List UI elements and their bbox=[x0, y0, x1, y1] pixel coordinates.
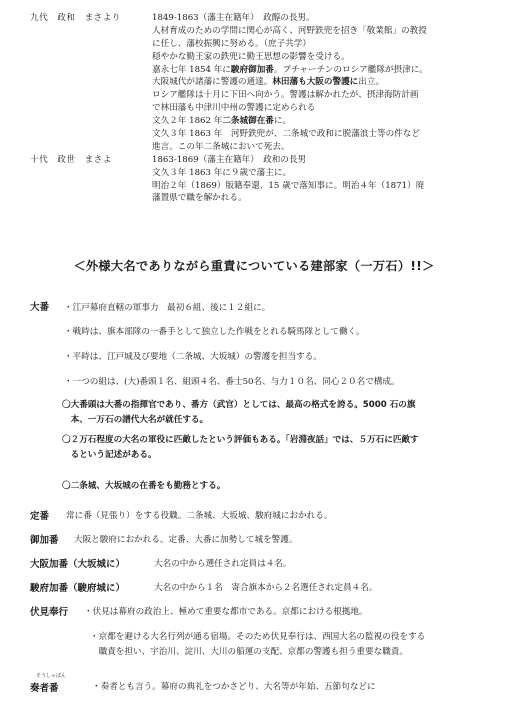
osaka-kaban-text: 大名の中から選任され定員は４名。 bbox=[154, 559, 292, 569]
ninth-line-10: 文久３年 1863 年 河野鉄兜が、二条城で政和に脱藩浪士等の件など bbox=[152, 129, 420, 140]
ninth-line-1: 1849-1863（藩主在籍年） 政醇の長男。 bbox=[152, 13, 315, 23]
ninth-line-6: 大阪城代が諸藩に警護の通達。林田藩も大阪の警護に出立。 bbox=[152, 77, 385, 88]
tenth-line-4: 藩置県で職を解かれる。 bbox=[152, 193, 247, 204]
fushimi-term: 伏見奉行 bbox=[30, 607, 69, 618]
sousha-term: 奏者番 bbox=[30, 683, 59, 694]
fushimi-item-2: ・京都を避ける大名行列が通る宿場。そのため伏見奉行は、西国大名の監視の役をする bbox=[90, 632, 426, 642]
genealogy-section bbox=[30, 12, 500, 205]
tenth-line-3: 明治２年（1869）版籍奉還、15 歳で落知事に。明治４年（1871）廃 bbox=[152, 180, 425, 191]
oban-note-2b: るという記述がある。 bbox=[62, 450, 157, 460]
oban-note-3: 〇二条城、大坂城の在番をも勤務とする。 bbox=[62, 481, 226, 491]
tenth-lord-name: 十代 政世 まさよ bbox=[30, 154, 112, 165]
oban-term: 大番 bbox=[30, 302, 50, 313]
ninth-line-9: 文久２年 1862 年二条城御在番に。 bbox=[152, 116, 292, 127]
osaka-kaban-term: 大阪加番（大坂城に） bbox=[30, 559, 126, 570]
oban-item-3: ・平時は、江戸城及び要地（二条城、大坂城）の警護を担当する。 bbox=[64, 352, 322, 362]
sunpu-kaban-term: 駿府加番（駿府城に） bbox=[30, 583, 126, 594]
jouban-text: 常に番（見張り）をする役職。二条城、大坂城、駿府城におかれる。 bbox=[66, 511, 333, 521]
tenth-line-1: 1863-1869（藩主在籍年） 政和の長男 bbox=[152, 154, 307, 165]
sousha-ruby: そうしゃばん bbox=[36, 673, 67, 679]
tenth-lord-details bbox=[152, 154, 500, 206]
gokaban-text: 大阪と駿府におかれる。定番、大番に加勢して城を警護。 bbox=[74, 535, 298, 545]
fushimi-item-3: 職責を担い、宇治川、淀川、大川の船運の支配、京都の警護も担う重要な職責。 bbox=[90, 647, 408, 657]
ninth-line-7: ロシア艦隊は十月に下田へ向かう。警護は解かれたが、摂津海防計画 bbox=[152, 90, 419, 101]
gokaban-term: 御加番 bbox=[30, 535, 59, 546]
jouban-term: 定番 bbox=[30, 511, 50, 522]
ninth-line-8: で林田藩も中津川中州の警護に定められる bbox=[152, 103, 316, 114]
oban-note-2a: 〇２万石程度の大名の軍役に匹敵したという評価もある。「岩淵夜話」では、５万石に匹敵す bbox=[62, 435, 419, 445]
sunpu-kaban-text: 大名の中から１名 寄合旗本から２名選任され定員４名。 bbox=[154, 583, 378, 593]
tenth-line-2: 文久３年 1863 年に９歳で藩主に。 bbox=[152, 167, 292, 178]
oban-item-1: ・江戸幕府直轄の軍事力 最初６組、後に１２組に。 bbox=[64, 303, 271, 313]
emphasis-text: 駿府御加番 bbox=[230, 64, 274, 75]
oban-item-2: ・戦時は、旗本部隊の一番手として独立した作戦をとれる騎馬隊として働く。 bbox=[64, 327, 365, 337]
ninth-lord-entry bbox=[30, 12, 500, 154]
emphasis-text: 林田藩も大阪の警護に bbox=[272, 77, 359, 88]
ninth-line-3: に任し、藩校振興に努める。（庶子共学） bbox=[152, 38, 311, 49]
ninth-lord-details bbox=[152, 12, 500, 154]
ninth-lord-name: 九代 政和 まさより bbox=[30, 13, 121, 23]
ninth-line-5: 嘉永七年 1854 年に駿府御加番。プチャーチンのロシア艦隊が摂津に。 bbox=[152, 64, 428, 75]
section-banner-title: ＜外様大名でありながら重責についている建部家（一万石）!!＞ bbox=[73, 259, 435, 273]
oban-note-1a: 〇大番頭は大番の指揮官であり、番方（武官）としては、最高の格式を誇る。5000 石の旗 bbox=[62, 400, 416, 410]
oban-note-1b: 本、一万石の譜代大名が就任する。 bbox=[62, 415, 209, 425]
emphasis-text: 二条城御在番 bbox=[222, 116, 274, 127]
oban-item-4: ・一つの組は、(大)番頭１名、組頭４名、番士50名、与力１０名、同心２０名で構成。 bbox=[64, 377, 400, 387]
ninth-line-2: 人材育成のための学問に関心が高く、河野鉄兜を招き「敬業館」の教授 bbox=[152, 25, 427, 36]
tenth-lord-entry bbox=[30, 154, 500, 206]
sousha-text: ・奏者とも言う。幕府の典礼をつかさどり、大名等が年始、五節句などに bbox=[92, 682, 376, 692]
fushimi-item-1: ・伏見は幕府の政治上、極めて重要な都市である。京都における根拠地。 bbox=[84, 607, 368, 617]
ninth-line-11: 進言。この年二条城において死去。 bbox=[152, 141, 290, 152]
ninth-line-4: 穏やかな勤王家の鉄兜に勤王思想の影響を受ける。 bbox=[152, 51, 350, 62]
